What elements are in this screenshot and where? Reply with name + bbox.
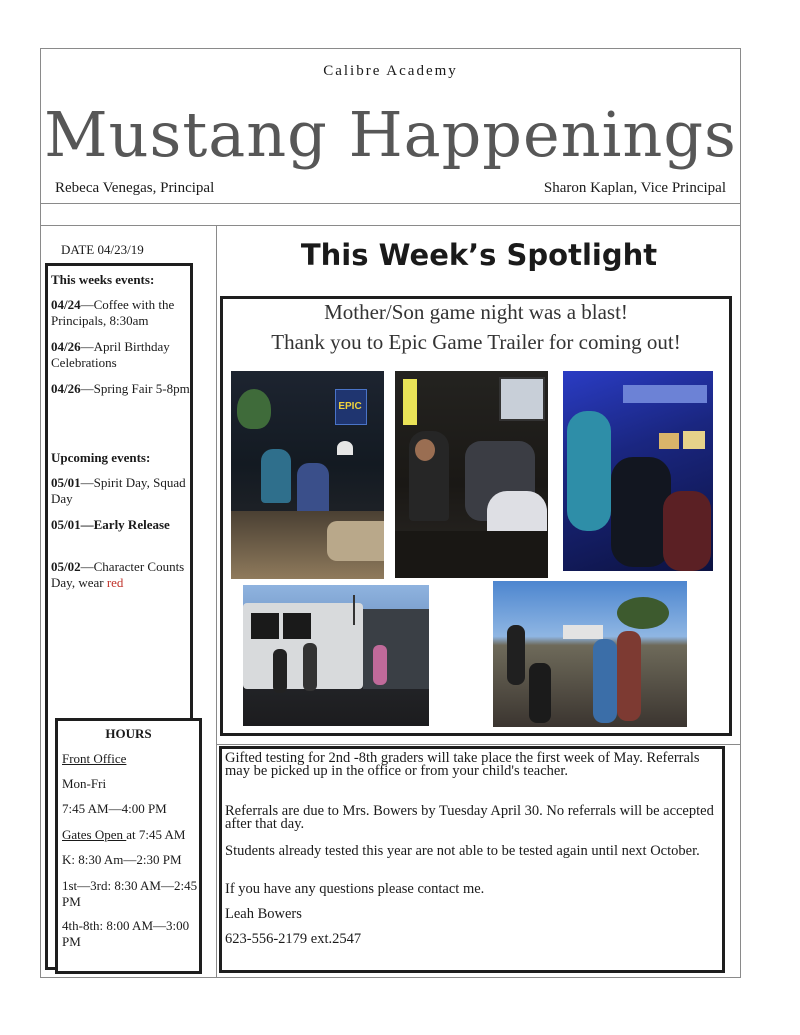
gifted-contact-line: If you have any questions please contact me. bbox=[225, 881, 485, 897]
principal-name: Rebeca Venegas, Principal bbox=[55, 180, 215, 196]
upcoming-date: 05/01 bbox=[51, 475, 81, 490]
contact-name: Leah Bowers bbox=[225, 906, 302, 922]
game-night-photo bbox=[563, 371, 713, 571]
event-date: 04/26 bbox=[51, 381, 81, 396]
hours-title: HOURS bbox=[105, 726, 152, 741]
game-night-photo bbox=[395, 371, 548, 578]
contact-phone: 623-556-2179 ext.2547 bbox=[225, 931, 362, 947]
gifted-paragraph: Gifted testing for 2nd -8th graders will take place the first week of May. Referrals may be picked up in the office or from your child's teacher. bbox=[225, 750, 700, 779]
spotlight-bottom-rule bbox=[216, 744, 741, 745]
first-third-hours: 1st—3rd: 8:30 AM—2:45 PM bbox=[62, 878, 198, 909]
event-item bbox=[51, 339, 191, 371]
front-office-label: Front Office bbox=[62, 751, 127, 766]
issue-date: DATE 04/23/19 bbox=[61, 242, 144, 257]
upcoming-item bbox=[51, 517, 191, 533]
gifted-paragraph: Students already tested this year are not able to be tested again until next October. bbox=[225, 843, 700, 859]
upcoming-item bbox=[51, 475, 191, 507]
kinder-hours: K: 8:30 Am—2:30 PM bbox=[62, 852, 182, 867]
office-days: Mon-Fri bbox=[62, 776, 107, 791]
event-date: 04/24 bbox=[51, 297, 81, 312]
epic-logo-icon: EPIC bbox=[338, 401, 362, 412]
gifted-paragraph: Referrals are due to Mrs. Bowers by Tuesday April 30. No referrals will be accepted after that day. bbox=[225, 803, 714, 832]
spotlight-title: This Week’s Spotlight bbox=[300, 238, 658, 272]
spotlight-caption-2: Thank you to Epic Game Trailer for coming out! bbox=[271, 330, 681, 354]
upcoming-date: 05/02 bbox=[51, 559, 81, 574]
header-rule-2 bbox=[40, 225, 741, 226]
office-hours: 7:45 AM—4:00 PM bbox=[62, 801, 167, 816]
event-item bbox=[51, 297, 191, 329]
vice-principal-name: Sharon Kaplan, Vice Principal bbox=[543, 180, 726, 196]
upcoming-item bbox=[51, 559, 191, 591]
ghost-icon bbox=[337, 441, 353, 455]
school-name: Calibre Academy bbox=[323, 63, 458, 79]
yoda-poster-icon bbox=[237, 389, 271, 429]
fourth-eighth-hours: 4th-8th: 8:00 AM—3:00 PM bbox=[62, 918, 190, 949]
upcoming-date: 05/01 bbox=[51, 517, 81, 532]
upcoming-heading: Upcoming events: bbox=[51, 450, 151, 465]
gates-open-time: at 7:45 AM bbox=[126, 827, 186, 842]
upcoming-text: —Character Counts Day, wear bbox=[51, 559, 185, 590]
highlight-red-text: red bbox=[106, 575, 124, 590]
spotlight-caption-1: Mother/Son game night was a blast! bbox=[324, 300, 628, 324]
gates-open-label: Gates Open bbox=[62, 827, 127, 842]
event-text: —Coffee with the Principals, 8:30am bbox=[51, 297, 175, 328]
events-heading: This weeks events: bbox=[51, 272, 155, 287]
column-divider bbox=[216, 225, 217, 978]
upcoming-text: —Spirit Day, Squad Day bbox=[51, 475, 186, 506]
game-night-photo bbox=[243, 585, 429, 726]
game-night-photo bbox=[231, 371, 384, 579]
game-night-photo bbox=[493, 581, 687, 727]
event-text: —April Birthday Celebrations bbox=[51, 339, 170, 370]
header-rule bbox=[40, 203, 741, 204]
event-text: —Spring Fair 5-8pm bbox=[80, 381, 190, 396]
event-date: 04/26 bbox=[51, 339, 81, 354]
upcoming-text: —Early Release bbox=[80, 517, 170, 532]
gates-open bbox=[62, 827, 186, 843]
event-item bbox=[51, 381, 191, 397]
newsletter-title: Mustang Happenings bbox=[44, 98, 737, 171]
